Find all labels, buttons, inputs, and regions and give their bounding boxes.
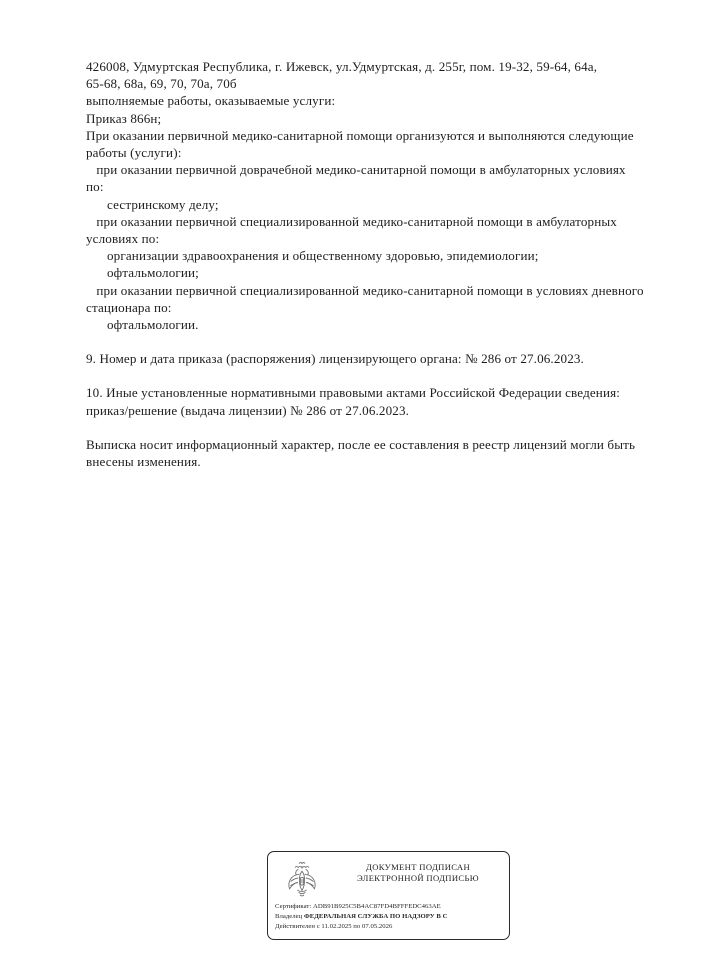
signature-certificate-label: Сертификат:: [275, 903, 312, 910]
works-services-header: выполняемые работы, оказываемые услуги:: [86, 93, 336, 109]
service-group-3-heading-line-2: стационара по:: [86, 299, 172, 315]
signature-stamp-header: [268, 856, 509, 900]
service-group-2-heading-line-2: условиях по:: [86, 231, 160, 247]
signature-owner-value: ФЕДЕРАЛЬНАЯ СЛУЖБА ПО НАДЗОРУ В С: [304, 913, 448, 921]
signature-certificate-value: ADB91B925C5B4AC87FD4BFFFEDC463AE: [313, 903, 441, 910]
service-group-1-heading-line-2: по:: [86, 179, 104, 195]
clause-9: 9. Номер и дата приказа (распоряжения) лицензирующего органа: № 286 от 27.06.2023.: [86, 351, 584, 367]
russian-coat-of-arms-icon: [280, 859, 324, 903]
signature-validity-text: Действителен с 11.02.2025 по 07.05.2026: [275, 923, 393, 931]
service-group-1-heading-line-1: при оказании первичной доврачебной медико-санитарной помощи в амбулаторных условиях: [93, 162, 626, 178]
signature-owner-row: [275, 912, 510, 922]
intro-line-2: работы (услуги):: [86, 145, 182, 161]
service-group-3-heading-line-1: при оказании первичной специализированной медико-санитарной помощи в условиях дневного: [93, 282, 644, 298]
signature-title-line-2: ЭЛЕКТРОННОЙ ПОДПИСЬЮ: [357, 873, 479, 884]
signature-owner-label: Владелец: [275, 913, 303, 921]
clause-10-line-1: 10. Иные установленные нормативными правовыми актами Российской Федерации сведения:: [86, 385, 621, 401]
signature-stamp-title: [330, 862, 506, 885]
service-group-2-item-1: организации здравоохранения и общественному здоровью, эпидемиологии;: [107, 248, 539, 264]
intro-line-1: При оказании первичной медико-санитарной помощи организуются и выполняются следующие: [86, 127, 634, 143]
service-group-3-item-1: офтальмологии.: [107, 317, 199, 333]
signature-title-line-1: ДОКУМЕНТ ПОДПИСАН: [365, 862, 471, 872]
signature-validity-row: [275, 922, 510, 932]
disclaimer-line-2: внесены изменения.: [86, 454, 201, 470]
address-line-1: 426008, Удмуртская Республика, г. Ижевск, ул.Удмуртская, д. 255г, пом. 19-32, 59-64, 64а,: [86, 59, 598, 74]
document-text-body: [86, 58, 694, 470]
signature-stamp-details: [275, 902, 510, 933]
signature-certificate-row: [275, 902, 510, 912]
order-reference: Приказ 866н;: [86, 110, 162, 126]
service-group-1-item-1: сестринскому делу;: [107, 196, 219, 212]
service-group-2-heading-line-1: при оказании первичной специализированной медико-санитарной помощи в амбулаторных: [93, 213, 617, 229]
service-group-2-item-2: офтальмологии;: [107, 265, 199, 281]
address-line-2: 65-68, 68а, 69, 70, 70а, 70б: [86, 76, 237, 92]
clause-10-line-2: приказ/решение (выдача лицензии) № 286 от 27.06.2023.: [86, 402, 410, 418]
digital-signature-stamp: [267, 851, 510, 940]
disclaimer-line-1: Выписка носит информационный характер, после ее составления в реестр лицензий могли быть: [86, 436, 636, 452]
